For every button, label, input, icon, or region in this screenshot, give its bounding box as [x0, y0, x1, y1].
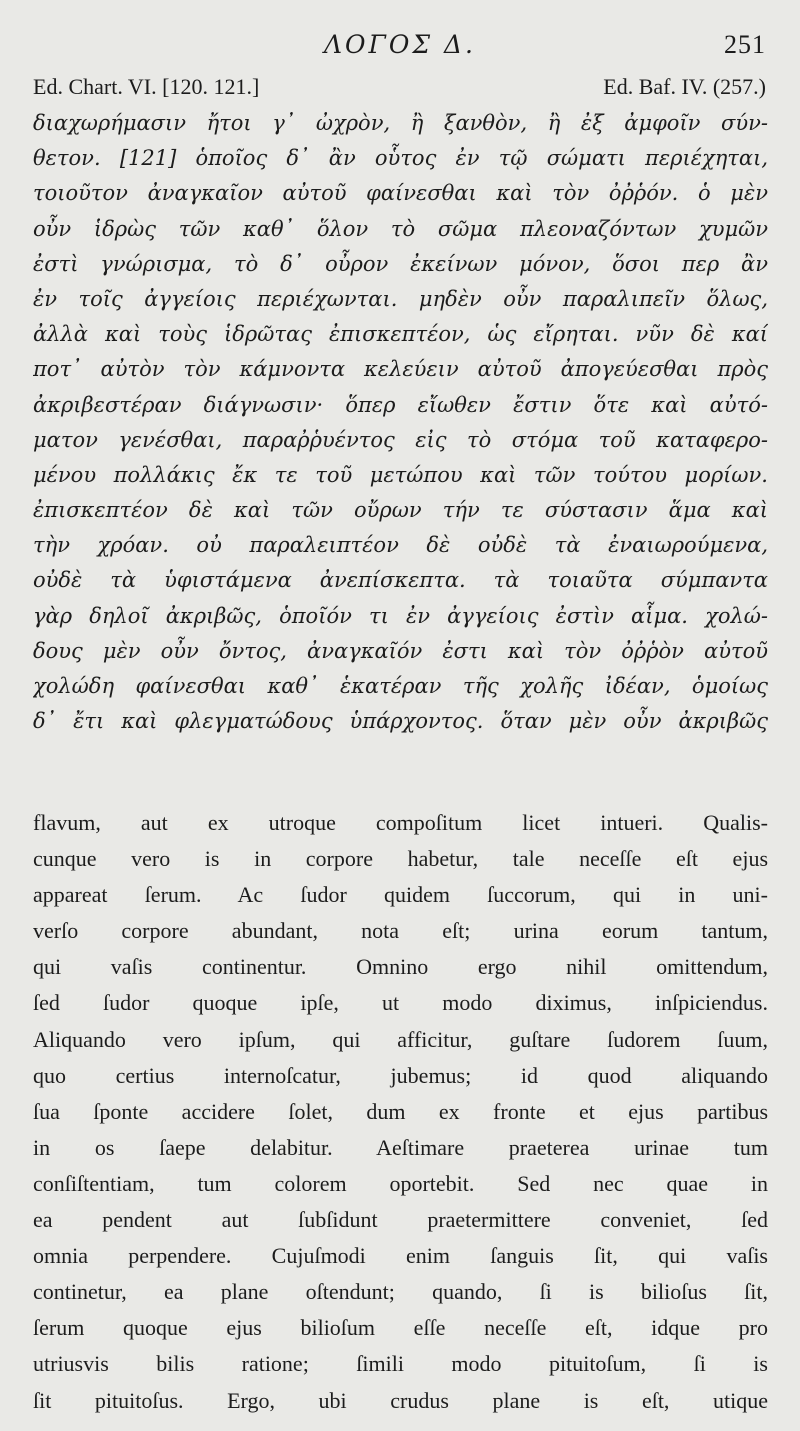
latin-text-line: ſed ſudor quoque ipſe, ut modo diximus, inſpiciendus.: [33, 990, 768, 1016]
latin-text-line: Aliquando vero ipſum, qui afficitur, guſtare ſudorem ſuum,: [33, 1026, 768, 1052]
greek-text-line: ἐν τοῖς ἀγγείοις περιέχωνται. μηδὲν οὖν παραλιπεῖν ὅλως,: [33, 286, 768, 311]
latin-text-line: omnia perpendere. Cujuſmodi enim ſanguis ſit, qui vaſis: [33, 1243, 768, 1269]
edition-reference-right: Ed. Baf. IV. (257.): [603, 74, 766, 99]
greek-text-line: διαχωρήμασιν ἤτοι γ᾽ ὠχρὸν, ἢ ξανθὸν, ἢ ἐξ ἀμφοῖν σύν-: [33, 111, 768, 135]
latin-text-line: in os ſaepe delabitur. Aeſtimare praeterea urinae tum: [33, 1134, 768, 1160]
latin-text-line: flavum, aut ex utroque compoſitum licet intueri. Qualis-: [33, 810, 768, 835]
greek-text-line: χολώδη φαίνεσθαι καθ᾽ ἑκατέραν τῆς χολῆς ἰδέαν, ὁμοίως: [33, 674, 768, 698]
latin-text-line: ſit pituitoſus. Ergo, ubi crudus plane is eſt, utique: [33, 1387, 768, 1413]
latin-text-line: ſerum quoque ejus bilioſum eſſe neceſſe eſt, idque pro: [33, 1315, 768, 1341]
greek-text-line: ἀκριβεστέραν διάγνωσιν· ὅπερ εἴωθεν ἔστιν ὅτε καὶ αὐτό-: [33, 392, 768, 417]
greek-text-line: τοιοῦτον ἀναγκαῖον αὐτοῦ φαίνεσθαι καὶ τὸν ὀῤῥόν. ὁ μὲν: [33, 181, 768, 206]
latin-text-line: verſo corpore abundant, nota eſt; urina eorum tantum,: [33, 918, 768, 944]
page-number: 251: [724, 30, 766, 59]
latin-text-block: [33, 805, 768, 1419]
greek-text-line: οὖν ἱδρὼς τῶν καθ᾽ ὅλον τὸ σῶμα πλεοναζόντων χυμῶν: [33, 216, 768, 241]
greek-text-line: οὐδὲ τὰ ὑφιστάμενα ἀνεπίσκεπτα. τὰ τοιαῦτα σύμπαντα: [33, 568, 768, 593]
greek-text-line: θετον. [121] ὁποῖος δ᾽ ἂν οὗτος ἐν τῷ σώματι περιέχηται,: [33, 146, 768, 171]
latin-text-line: ſua ſponte accidere ſolet, dum ex fronte et ejus partibus: [33, 1098, 768, 1124]
latin-text-line: utriusvis bilis ratione; ſimili modo pituitoſum, ſi is: [33, 1351, 768, 1377]
latin-text-line: appareat ſerum. Ac ſudor quidem ſuccorum, qui in uni-: [33, 882, 768, 908]
latin-text-line: continetur, ea plane oſtendunt; quando, ſi is bilioſus ſit,: [33, 1279, 768, 1305]
latin-text-line: qui vaſis continentur. Omnino ergo nihil omittendum,: [33, 954, 768, 980]
greek-text-line: ἀλλὰ καὶ τοὺς ἱδρῶτας ἐπισκεπτέον, ὡς εἴρηται. νῦν δὲ καί: [33, 322, 768, 347]
latin-text-line: cunque vero is in corpore habetur, tale neceſſe eſt ejus: [33, 846, 768, 872]
latin-text-line: quo certius internoſcatur, jubemus; id quod aliquando: [33, 1062, 768, 1088]
greek-text-line: ματον γενέσθαι, παραῤῥυέντος εἰς τὸ στόμα τοῦ καταφερο-: [33, 427, 768, 452]
greek-text-block: [33, 106, 768, 739]
greek-text-line: δους μὲν οὖν ὄντος, ἀναγκαῖόν ἐστι καὶ τὸν ὀῤῥὸν αὐτοῦ: [33, 638, 768, 663]
latin-text-line: conſiſtentiam, tum colorem oportebit. Sed nec quae in: [33, 1170, 768, 1196]
greek-text-line: ἐπισκεπτέον δὲ καὶ τῶν οὔρων τήν τε σύστασιν ἅμα καὶ: [33, 498, 768, 523]
greek-text-line: τὴν χρόαν. οὐ παραλειπτέον δὲ οὐδὲ τὰ ἐναιωρούμενα,: [33, 533, 768, 558]
running-title: ΛΟΓΟΣ Δ.: [323, 30, 476, 59]
greek-text-line: δ᾽ ἔτι καὶ φλεγματώδους ὑπάρχοντος. ὅταν μὲν οὖν ἀκριβῶς: [33, 709, 768, 734]
greek-text-line: γὰρ δηλοῖ ἀκριβῶς, ὁποῖόν τι ἐν ἀγγείοις ἐστὶν αἷμα. χολώ-: [33, 603, 768, 628]
greek-text-line: ἐστὶ γνώρισμα, τὸ δ᾽ οὖρον ἐκείνων μόνον, ὅσοι περ ἂν: [33, 251, 768, 276]
greek-text-line: ποτ᾽ αὐτὸν τὸν κάμνοντα κελεύειν αὐτοῦ ἀπογεύεσθαι πρὸς: [33, 357, 768, 382]
greek-text-line: μένου πολλάκις ἔκ τε τοῦ μετώπου καὶ τῶν τούτου μορίων.: [33, 462, 768, 487]
latin-text-line: ea pendent aut ſubſidunt praetermittere conveniet, ſed: [33, 1207, 768, 1233]
edition-reference-left: Ed. Chart. VI. [120. 121.]: [33, 74, 260, 99]
